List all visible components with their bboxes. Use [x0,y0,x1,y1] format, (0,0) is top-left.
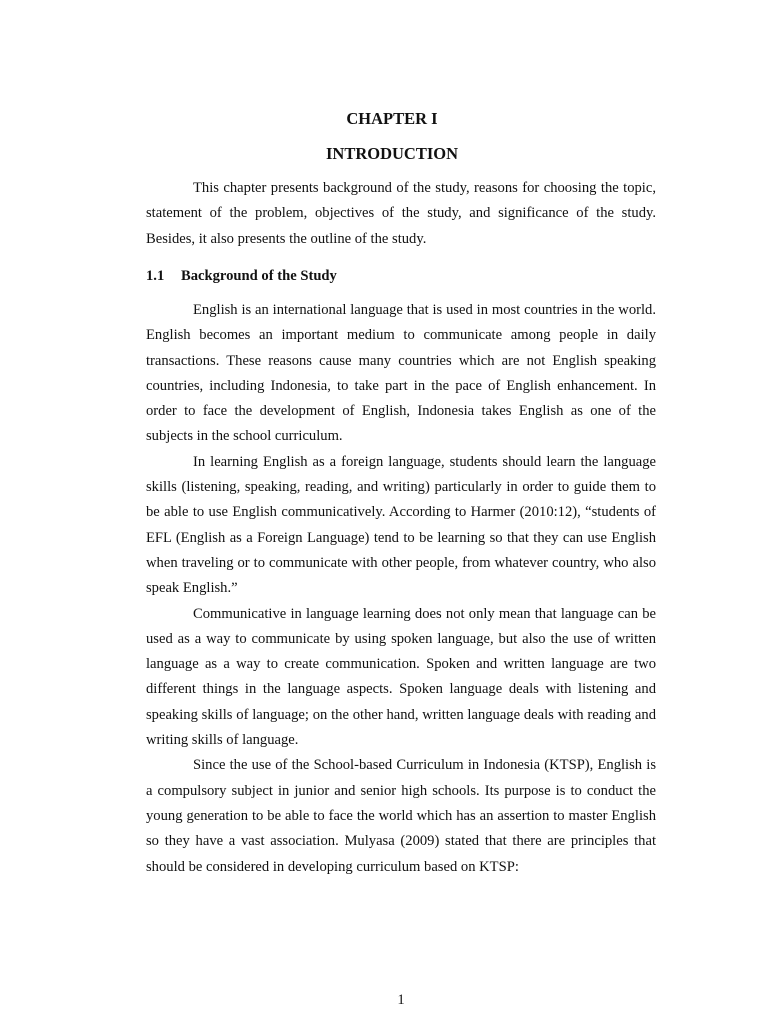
body-paragraph: Communicative in language learning does not only mean that language can be used as a way to communicate by using spoken language, but also the use of written language as a way to create communication. Spoken and written language are two different things in the language aspects. Spoken language deals with listening and speaking skills of language; on the other hand, written language deals with reading and writing skills of language. [146,605,656,749]
body-paragraph: In learning English as a foreign language, students should learn the language skills (listening, speaking, reading, and writing) particularly in order to guide them to be able to use English communicatively. According to Harmer (2010:12), “students of EFL (English as a Foreign Language) tend to be learning so that they can use English when traveling or to communicate with other people, from whatever country, who also speak English.” [146,453,656,597]
page-number: 1 [397,992,405,1008]
section-heading [146,268,337,285]
body-paragraph: Since the use of the School-based Curriculum in Indonesia (KTSP), English is a compulsory subject in junior and senior high schools. Its purpose is to conduct the young generation to be able to face the world which has an assertion to master English so they have a vast association. Mulyasa (2009) stated that there are principles that should be considered in developing curriculum based on KTSP: [146,757,656,875]
chapter-title: INTRODUCTION [325,144,459,163]
section-body [146,298,656,880]
intro-text-block [146,176,656,252]
chapter-label: CHAPTER I [346,109,438,128]
section-title: Background of the Study [181,268,337,284]
section-number: 1.1 [146,268,165,284]
body-paragraph: English is an international language that is used in most countries in the world. English becomes an important medium to communicate among people in daily transactions. These reasons cause many countries which are not English speaking countries, including Indonesia, to take part in the pace of English enhancement. In order to face the development of English, Indonesia takes English as one of the subjects in the school curriculum. [146,302,656,445]
intro-paragraph: This chapter presents background of the study, reasons for choosing the topic, statement of the problem, objectives of the study, and significance of the study. Besides, it also presents the outline of the study. [146,180,656,247]
